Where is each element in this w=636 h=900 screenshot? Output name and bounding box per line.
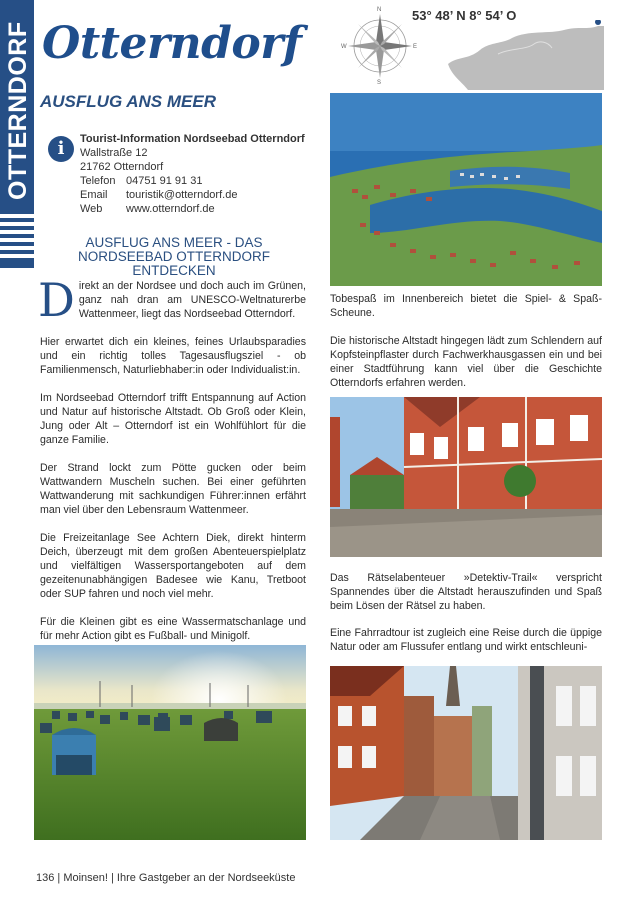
contact-key: Web bbox=[80, 203, 103, 215]
dropcap: D bbox=[38, 273, 75, 327]
page-subtitle: AUSFLUG ANS MEER bbox=[40, 92, 216, 111]
side-tab-label: OTTERNDORF bbox=[4, 21, 32, 200]
compass-s: S bbox=[377, 80, 382, 84]
contact-row-web bbox=[80, 202, 305, 216]
compass-n: N bbox=[377, 7, 382, 13]
side-tab-stripes bbox=[0, 214, 34, 268]
compass-rose-icon bbox=[340, 4, 420, 84]
right-text-4: Eine Fahrradtour ist zugleich eine Reise durch die üppige Natur oder am Flussufer entlang und wirkt entschleuni- bbox=[330, 627, 602, 653]
contact-row-email bbox=[80, 188, 305, 202]
street-photo bbox=[330, 666, 602, 840]
location-marker-icon bbox=[595, 20, 601, 25]
compass-e: E bbox=[413, 44, 418, 50]
contact-email-link[interactable]: touristik@otterndorf.de bbox=[126, 189, 238, 201]
aerial-photo bbox=[330, 93, 602, 286]
right-text-2: Die historische Altstadt hingegen lädt zum Schlendern auf Kopfsteinpflaster durch Fachwerkhausgassen ein und bei einer Stadtführung kann viel über die Geschichte Otterndorfs erfahren werden. bbox=[330, 335, 602, 389]
contact-block bbox=[80, 132, 305, 216]
old-town-photo bbox=[330, 397, 602, 557]
paragraph: Der Strand lockt zum Pötte gucken oder beim Wattwandern Muscheln suchen. Bei einer geführten Wattwanderung mit sachkundigen Führer:innen erfährt man viel über den Lebensraum Wattenmeer. bbox=[40, 462, 306, 516]
contact-key: Telefon bbox=[80, 175, 116, 187]
contact-phone[interactable]: 04751 91 91 31 bbox=[126, 175, 203, 187]
contact-row-phone bbox=[80, 174, 305, 188]
info-icon: i bbox=[48, 136, 74, 162]
paragraph: Hier erwartet dich ein kleines, feines Urlaubsparadies und ein richtig tolles Tagesausflugsziel - ob Familienmensch, Naturliebhaber:in oder Individualist:in. bbox=[40, 336, 306, 376]
left-column bbox=[38, 273, 306, 657]
page-title: Otterndorf bbox=[42, 18, 302, 69]
intro-paragraph bbox=[38, 273, 306, 327]
contact-key: Email bbox=[80, 189, 108, 201]
paragraph: Die Freizeitanlage See Achtern Diek, direkt hinterm Deich, überzeugt mit dem großen Abenteuerspielplatz und vielfältigen Wassersportangeboten auf dem gezeitenunabhängigen Badesee wie Kanu, Tretboot oder SUP fahren und noch viel mehr. bbox=[40, 532, 306, 600]
contact-city: 21762 Otterndorf bbox=[80, 161, 164, 173]
intro-text: irekt an der Nordsee und doch auch im Grünen, ganz nah dran am UNESCO-Weltnaturerbe Wattenmeer, liegt das Nordseebad Otterndorf. bbox=[78, 280, 306, 320]
contact-web-link[interactable]: www.otterndorf.de bbox=[126, 203, 215, 215]
paragraph: Für die Kleinen gibt es eine Wassermatschanlage und für mehr Action gibt es Fußball- und Minigolf. bbox=[40, 616, 306, 642]
contact-street: Wallstraße 12 bbox=[80, 147, 148, 159]
compass-w: W bbox=[341, 44, 347, 50]
article-title: AUSFLUG ANS MEER - DAS NORDSEEBAD OTTERNDORF ENTDECKEN bbox=[77, 235, 270, 278]
contact-org: Tourist-Information Nordseebad Otterndorf bbox=[80, 133, 305, 145]
page-footer: 136 | Moinsen! | Ihre Gastgeber an der Nordseeküste bbox=[36, 872, 296, 884]
right-text-3: Das Rätselabenteuer »Detektiv-Trail« verspricht Spannendes über die Altstadt herauszufinden und Spaß beim Lösen der Rätsel zu haben. bbox=[330, 572, 602, 612]
right-text-1: Tobespaß im Innenbereich bietet die Spiel- & Spaß-Scheune. bbox=[330, 293, 602, 319]
region-map bbox=[438, 20, 604, 90]
coordinates: 53° 48’ N 8° 54’ O bbox=[412, 8, 517, 23]
paragraph: Im Nordseebad Otterndorf trifft Entspannung auf Action und Natur auf historische Altstadt. Ob Groß oder Klein, Jung oder Alt – Otterndorf ist ein Wohlfühlort für die ganze Familie. bbox=[40, 392, 306, 446]
beach-photo bbox=[34, 645, 306, 840]
